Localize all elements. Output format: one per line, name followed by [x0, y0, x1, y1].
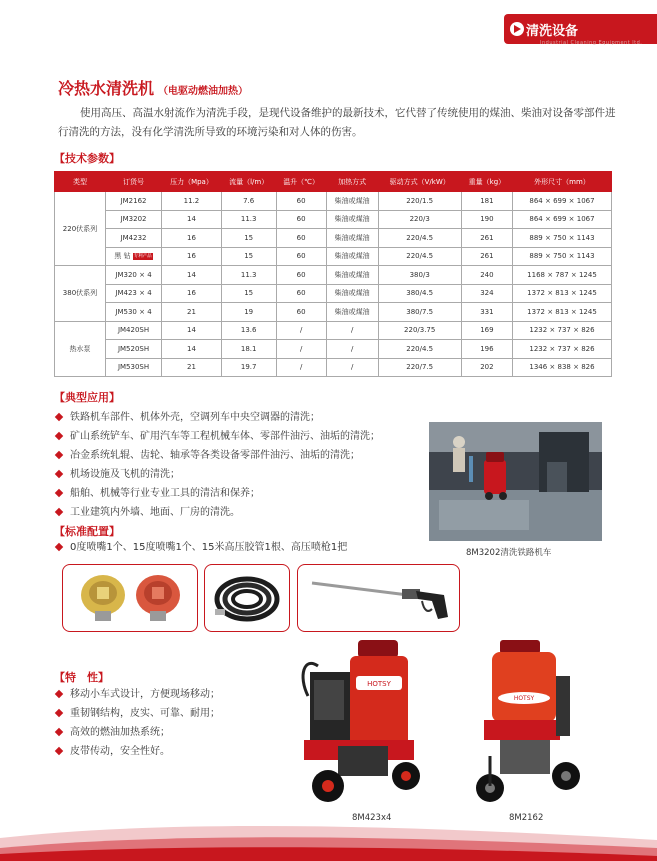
cell-value: 60: [296, 289, 306, 298]
table-cell: [378, 247, 461, 266]
table-cell: [326, 192, 378, 211]
table-row: [55, 340, 612, 359]
list-item: 船舶、机械等行业专业工具的清洁和保养；: [54, 484, 380, 503]
table-cell: [162, 266, 222, 285]
column-header: 重量（kg）: [461, 172, 512, 192]
table-cell: [461, 229, 512, 248]
cell-value: 60: [296, 307, 306, 316]
cell-value: 19.7: [240, 363, 257, 372]
table-cell: [461, 303, 512, 322]
table-cell: [221, 210, 276, 229]
apps-list: [54, 408, 380, 522]
table-row: [55, 192, 612, 211]
spec-heading: 【技术参数】: [54, 152, 120, 165]
list-item: 重韧钢结构，皮实、可靠、耐用；: [54, 704, 220, 723]
table-cell: [461, 192, 512, 211]
cell-value: 181: [480, 196, 494, 205]
spec-table-header: [55, 172, 612, 192]
cell-value: 柴油或煤油: [334, 289, 370, 298]
cell-value: 19: [244, 307, 254, 316]
machine-brand-label: HOTSY: [367, 680, 391, 688]
table-cell: [276, 303, 326, 322]
table-cell: [276, 284, 326, 303]
cell-value: 14: [187, 215, 196, 224]
table-cell: [461, 210, 512, 229]
column-header: 流量（l/m）: [221, 172, 276, 192]
table-cell: [378, 192, 461, 211]
nozzles-image: [62, 564, 198, 632]
cell-value: 21: [187, 363, 196, 372]
std-list: [54, 538, 347, 557]
table-cell: [461, 284, 512, 303]
table-cell: [221, 192, 276, 211]
cell-value: /: [299, 344, 303, 353]
cell-value: 864 × 699 × 1067: [529, 215, 595, 224]
list-item: 高效的燃油加热系统；: [54, 723, 220, 742]
features-list: [54, 685, 220, 761]
std-heading: 【标准配置】: [54, 525, 120, 538]
cell-value: 324: [480, 289, 494, 298]
machine-caption-8m423x4: 8M423x4: [352, 813, 392, 823]
table-row: [55, 284, 612, 303]
table-cell: [221, 340, 276, 359]
table-cell: [162, 321, 222, 340]
list-item: 移动小车式设计，方便现场移动；: [54, 685, 220, 704]
table-cell: [378, 210, 461, 229]
hose-image: [204, 564, 290, 632]
cell-value: 柴油或煤油: [334, 215, 370, 224]
cell-value: 1232 × 737 × 826: [529, 326, 595, 335]
list-item: 铁路机车部件、机体外壳，空调列车中央空调器的清洗；: [54, 408, 380, 427]
cell-value: 331: [480, 307, 494, 316]
table-cell: [326, 247, 378, 266]
cell-value: /: [350, 344, 354, 353]
cell-value: 16: [187, 289, 196, 298]
table-cell: [105, 321, 161, 340]
table-cell: [326, 340, 378, 359]
cell-value: 黑 钻: [114, 252, 131, 261]
cell-value: 220/3.75: [404, 326, 436, 335]
table-cell: [512, 303, 611, 322]
cell-value: 18.1: [240, 344, 257, 353]
cell-value: 202: [480, 363, 494, 372]
table-cell: [326, 284, 378, 303]
cell-value: 889 × 750 × 1143: [529, 233, 595, 242]
table-cell: [162, 340, 222, 359]
section-tab-label: 清洗设备: [526, 23, 579, 39]
table-row: [55, 303, 612, 322]
table-cell: [326, 210, 378, 229]
cell-value: 220/4.5: [406, 344, 434, 353]
page-title-sub: （电驱动燃油加热）: [158, 86, 249, 97]
intro-paragraph: 使用高压、高温水射流作为清洗手段，是现代设备维护的最新技术，它代替了传统使用的煤油、柴油对设备零部件进行清洗的方法，没有化学清洗所导致的环境污染和对人体的伤害。: [58, 107, 616, 138]
patent-badge: 专利产品: [133, 253, 152, 259]
table-cell: [276, 247, 326, 266]
cell-value: 261: [480, 252, 494, 261]
table-cell: [162, 210, 222, 229]
table-cell: [326, 358, 378, 377]
cell-value: JM3202: [120, 215, 147, 224]
cell-value: 889 × 750 × 1143: [529, 252, 595, 261]
apps-heading-label: 典型应用: [65, 391, 109, 404]
group-name: 380伏系列: [55, 266, 106, 322]
table-cell: [326, 303, 378, 322]
table-cell: [221, 247, 276, 266]
cell-value: 柴油或煤油: [334, 233, 370, 242]
photo-caption: 8M3202清洗铁路机车: [466, 548, 552, 558]
table-cell: [512, 266, 611, 285]
table-row: [55, 321, 612, 340]
cell-value: 1232 × 737 × 826: [529, 344, 595, 353]
cell-value: 1372 × 813 × 1245: [527, 307, 597, 316]
cell-value: 60: [296, 252, 306, 261]
table-cell: [512, 358, 611, 377]
list-item: 矿山系统铲车、矿用汽车等工程机械车体、零部件油污、油垢的清洗；: [54, 427, 380, 446]
cell-value: 11.3: [240, 270, 257, 279]
cell-value: 380/7.5: [406, 307, 434, 316]
cell-value: 220/3: [409, 215, 430, 224]
table-cell: [378, 284, 461, 303]
machine-caption-8m2162: 8M2162: [509, 813, 544, 823]
cell-value: 1372 × 813 × 1245: [527, 289, 597, 298]
cell-value: 380/3: [409, 270, 430, 279]
list-item: 机场设施及飞机的清洗；: [54, 465, 380, 484]
table-cell: [276, 229, 326, 248]
column-header: 温升（℃）: [276, 172, 326, 192]
cell-value: 1346 × 838 × 826: [529, 363, 595, 372]
column-header: 外形尺寸（mm）: [512, 172, 611, 192]
column-header: 类型: [55, 172, 106, 192]
cell-value: /: [299, 363, 303, 372]
cell-value: 7.6: [243, 196, 255, 205]
table-cell: [221, 284, 276, 303]
table-cell: [105, 247, 161, 266]
table-cell: [512, 229, 611, 248]
machine-8m423x4-image: [298, 636, 438, 806]
column-header: 压力（Mpa）: [162, 172, 222, 192]
table-cell: [326, 229, 378, 248]
table-cell: [162, 247, 222, 266]
cell-value: 60: [296, 233, 306, 242]
table-cell: [378, 266, 461, 285]
table-row: [55, 210, 612, 229]
cell-value: /: [299, 326, 303, 335]
table-cell: [221, 229, 276, 248]
cell-value: 21: [187, 307, 196, 316]
table-cell: [461, 358, 512, 377]
cell-value: 1168 × 787 × 1245: [527, 270, 597, 279]
cell-value: 15: [244, 289, 254, 298]
cell-value: 16: [187, 233, 196, 242]
table-cell: [105, 340, 161, 359]
table-cell: [105, 266, 161, 285]
table-cell: [105, 303, 161, 322]
table-cell: [162, 358, 222, 377]
machine-brand-label: HOTSY: [513, 695, 535, 702]
table-cell: [512, 321, 611, 340]
table-row: [55, 229, 612, 248]
group-name: 220伏系列: [55, 192, 106, 266]
cell-value: 261: [480, 233, 494, 242]
table-row: [55, 358, 612, 377]
table-cell: [221, 321, 276, 340]
cell-value: 190: [480, 215, 494, 224]
table-cell: [461, 247, 512, 266]
cell-value: 11.3: [240, 215, 257, 224]
cell-value: JM423 × 4: [115, 289, 152, 298]
table-cell: [162, 284, 222, 303]
table-cell: [461, 321, 512, 340]
table-cell: [378, 358, 461, 377]
table-cell: [512, 340, 611, 359]
cell-value: JM530 × 4: [115, 307, 152, 316]
nozzle-red-icon: [136, 575, 180, 621]
page-title: [58, 76, 248, 99]
cell-value: 14: [187, 270, 196, 279]
cell-value: 60: [296, 196, 306, 205]
table-cell: [221, 266, 276, 285]
table-cell: [512, 192, 611, 211]
table-cell: [512, 284, 611, 303]
table-cell: [221, 303, 276, 322]
apps-heading: 【典型应用】: [54, 391, 120, 404]
table-cell: [105, 229, 161, 248]
table-cell: [378, 340, 461, 359]
cell-value: /: [350, 363, 354, 372]
table-row: [55, 266, 612, 285]
nozzle-yellow-icon: [81, 575, 125, 621]
section-tab-subtitle: Industrial Cleaning Equipment ltd.: [540, 40, 643, 46]
arrow-right-icon: [510, 22, 524, 36]
list-item: 皮带传动，安全性好。: [54, 742, 220, 761]
table-cell: [378, 321, 461, 340]
cell-value: 169: [480, 326, 494, 335]
cell-value: 864 × 699 × 1067: [529, 196, 595, 205]
table-cell: [276, 358, 326, 377]
spec-heading-label: 技术参数: [65, 152, 109, 165]
table-cell: [162, 303, 222, 322]
cell-value: 15: [244, 252, 254, 261]
cell-value: JM520SH: [117, 344, 150, 353]
table-cell: [162, 192, 222, 211]
table-cell: [276, 340, 326, 359]
cell-value: 220/4.5: [406, 233, 434, 242]
cell-value: 220/4.5: [406, 252, 434, 261]
column-header: 驱动方式（V/kW）: [378, 172, 461, 192]
spec-table: [54, 171, 612, 377]
cell-value: 240: [480, 270, 494, 279]
spray-gun-image: [297, 564, 460, 632]
column-header: 加热方式: [326, 172, 378, 192]
table-cell: [276, 266, 326, 285]
cell-value: 柴油或煤油: [334, 307, 370, 316]
column-header: 订货号: [105, 172, 161, 192]
railway-cleaning-photo: [429, 422, 602, 541]
table-cell: [105, 284, 161, 303]
cell-value: JM4232: [120, 233, 147, 242]
cell-value: JM2162: [120, 196, 147, 205]
cell-value: 16: [187, 252, 196, 261]
table-row: [55, 247, 612, 266]
table-cell: [512, 247, 611, 266]
list-item: 0度喷嘴1个、15度喷嘴1个、15米高压胶管1根、高压喷枪1把: [54, 538, 347, 557]
cell-value: JM530SH: [117, 363, 150, 372]
cell-value: 柴油或煤油: [334, 252, 370, 261]
cell-value: 柴油或煤油: [334, 196, 370, 205]
footer-wave-decoration: [0, 818, 657, 861]
table-cell: [162, 229, 222, 248]
std-heading-label: 标准配置: [65, 525, 109, 538]
table-cell: [378, 303, 461, 322]
feat-heading: 【特 性】: [54, 671, 109, 684]
feat-heading-label: 特 性: [65, 671, 98, 684]
machine-8m2162-image: [460, 636, 585, 808]
table-cell: [276, 210, 326, 229]
cell-value: 220/1.5: [406, 196, 434, 205]
table-cell: [221, 358, 276, 377]
cell-value: 196: [480, 344, 494, 353]
cell-value: 380/4.5: [406, 289, 434, 298]
table-cell: [276, 321, 326, 340]
list-item: 冶金系统轧辊、齿轮、轴承等各类设备零部件油污、油垢的清洗；: [54, 446, 380, 465]
cell-value: JM320 × 4: [115, 270, 152, 279]
cell-value: 柴油或煤油: [334, 270, 370, 279]
cell-value: 15: [244, 233, 254, 242]
cell-value: 220/7.5: [406, 363, 434, 372]
cell-value: 14: [187, 326, 196, 335]
page-title-main: 冷热水清洗机: [58, 79, 155, 98]
table-cell: [105, 210, 161, 229]
cell-value: 14: [187, 344, 196, 353]
table-cell: [326, 321, 378, 340]
table-cell: [461, 340, 512, 359]
list-item: 工业建筑内外墙、地面、厂房的清洗。: [54, 503, 380, 522]
cell-value: JM420SH: [117, 326, 150, 335]
table-cell: [276, 192, 326, 211]
table-cell: [326, 266, 378, 285]
cell-value: /: [350, 326, 354, 335]
table-cell: [512, 210, 611, 229]
table-cell: [461, 266, 512, 285]
cell-value: 13.6: [240, 326, 257, 335]
cell-value: 11.2: [183, 196, 200, 205]
group-name: 热水泵: [55, 321, 106, 377]
cell-value: 60: [296, 215, 306, 224]
table-cell: [105, 358, 161, 377]
table-cell: [105, 192, 161, 211]
cell-value: 60: [296, 270, 306, 279]
spec-table-body: [55, 192, 612, 377]
table-cell: [378, 229, 461, 248]
